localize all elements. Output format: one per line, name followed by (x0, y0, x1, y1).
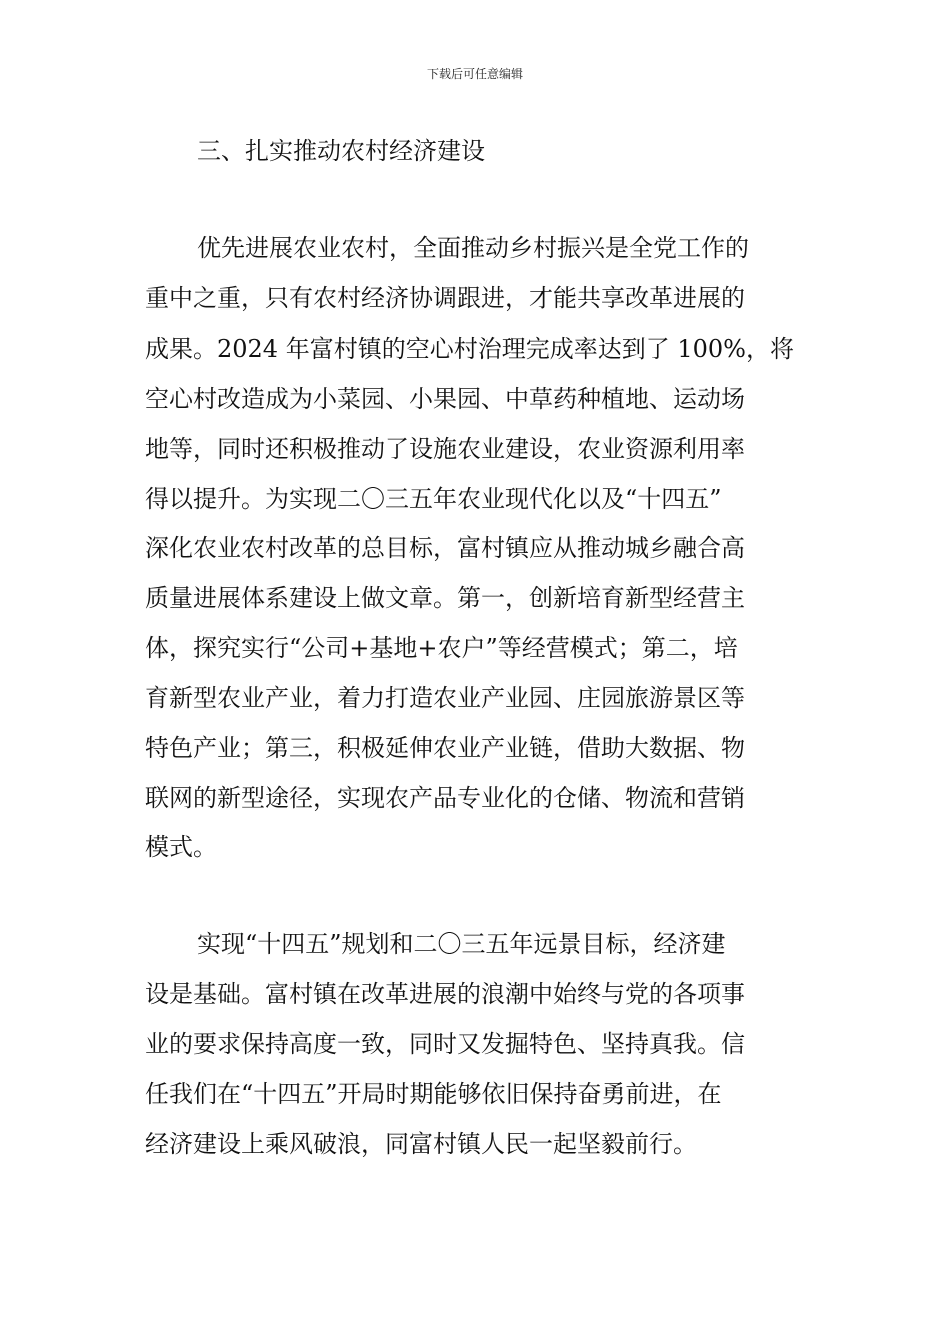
paragraph-line: 优先进展农业农村，全面推动乡村振兴是全党工作的 (197, 234, 749, 262)
paragraph-line: 重中之重，只有农村经济协调跟进，才能共享改革进展的 (145, 284, 745, 312)
section-heading: 三、扎实推动农村经济建设 (197, 137, 485, 165)
page-header-note: 下载后可任意编辑 (426, 67, 523, 81)
paragraph-line: 实现“十四五”规划和二〇三五年远景目标，经济建 (197, 930, 726, 958)
paragraph-line: 体，探究实行“公司+基地+农户”等经营模式；第二，培 (145, 634, 738, 662)
paragraph-line: 空心村改造成为小菜园、小果园、中草药种植地、运动场 (145, 385, 745, 413)
paragraph-line: 设是基础。富村镇在改革进展的浪潮中始终与党的各项事 (145, 980, 745, 1008)
paragraph-line: 联网的新型途径，实现农产品专业化的仓储、物流和营销 (145, 784, 745, 812)
paragraph-line: 业的要求保持高度一致，同时又发掘特色、坚持真我。信 (145, 1030, 745, 1058)
paragraph-line: 特色产业；第三，积极延伸农业产业链，借助大数据、物 (145, 734, 745, 762)
paragraph-line: 模式。 (145, 833, 217, 861)
paragraph-line: 育新型农业产业，着力打造农业产业园、庄园旅游景区等 (145, 684, 745, 712)
paragraph-line: 经济建设上乘风破浪，同富村镇人民一起坚毅前行。 (145, 1130, 697, 1158)
paragraph-line: 成果。2024 年富村镇的空心村治理完成率达到了 100%，将 (145, 335, 794, 363)
paragraph-line: 得以提升。为实现二〇三五年农业现代化以及“十四五” (145, 485, 722, 513)
paragraph-line: 任我们在“十四五”开局时期能够依旧保持奋勇前进，在 (145, 1080, 722, 1108)
paragraph-line: 质量进展体系建设上做文章。第一，创新培育新型经营主 (145, 584, 745, 612)
paragraph-line: 深化农业农村改革的总目标，富村镇应从推动城乡融合高 (145, 534, 745, 562)
paragraph-line: 地等，同时还积极推动了设施农业建设，农业资源利用率 (145, 435, 745, 463)
